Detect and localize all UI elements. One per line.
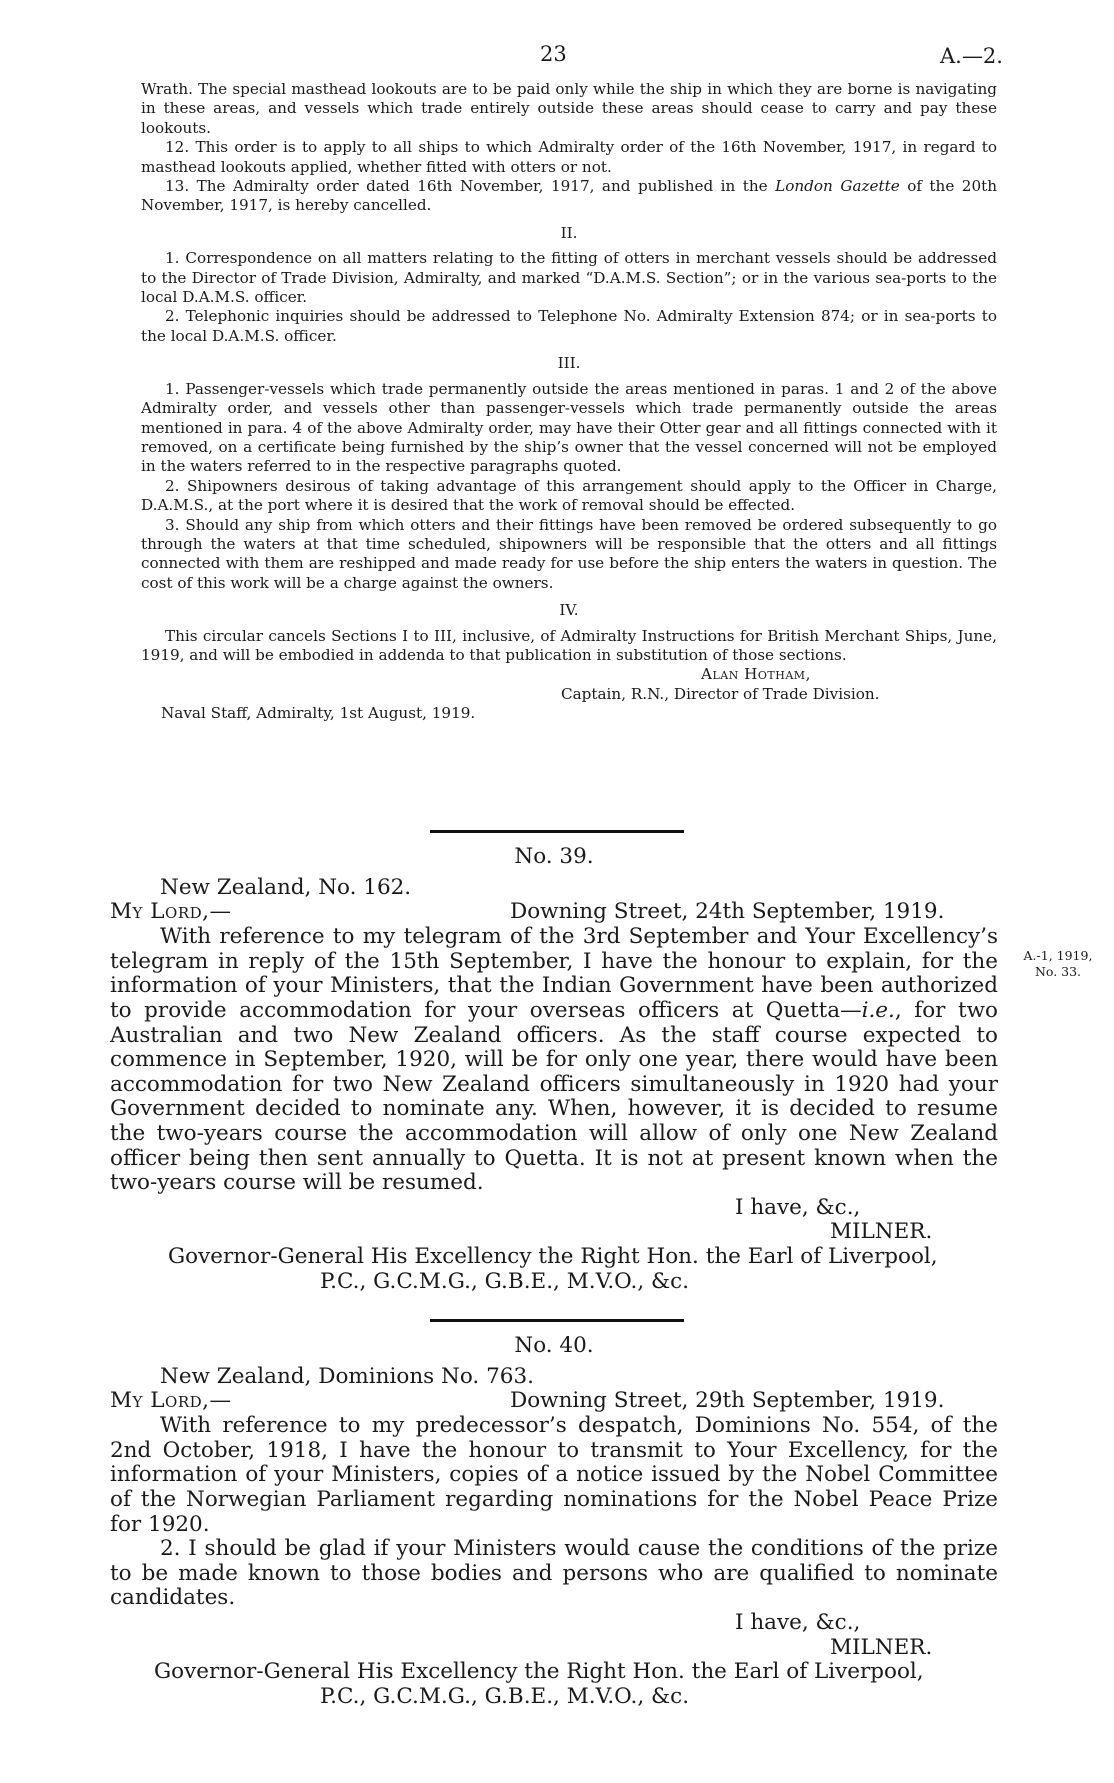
despatch-40-addressee-1: Governor-General His Excellency the Right Hon. the Earl of Liverpool, [154,1659,924,1685]
despatch-39-salutation: My Lord,— [110,899,232,925]
despatch-40-body-2: 2. I should be glad if your Ministers would cause the conditions of the prize to be made known to those bodies and persons who are qualified to nominate candidates. [110,1536,998,1611]
paragraph-13-text-a: 13. The Admiralty order dated 16th November, 1917, and published in the [165,177,768,196]
despatch-39-body-a: With reference to my telegram of the 3rd September and Your Excellency’s telegram in reply of the 15th September, I have the honour to explain, for the information of your Ministers, that the Indian Government have been authorized to provide accommodation for your overseas officers at Quetta— [110,924,998,1023]
paragraph-12: 12. This order is to apply to all ships to which Admiralty order of the 16th November, 1917, in regard to masthead lookouts applied, whether fitted with otters or not. [141,138,997,176]
london-gazette-title: London Gazette [775,177,900,196]
despatch-40-number: No. 40. [514,1333,594,1358]
section-heading-ii: II. [560,223,578,242]
section-iii-paragraph-2: 2. Shipowners desirous of taking advantage of this arrangement should apply to the Officer in Charge, D.A.M.S., at the port where it is desired that the work of removal should be effected. [141,476,997,515]
despatch-40-signer: MILNER. [830,1634,933,1660]
despatch-40-addressee-2: P.C., G.C.M.G., G.B.E., M.V.O., &c. [320,1683,690,1709]
signature-name: Alan Hotham, [701,665,811,684]
despatch-40-body-1: With reference to my predecessor’s despatch, Dominions No. 554, of the 2nd October, 1918, I have the honour to transmit to Your Excellency, for the information of your Ministers, copies of a notice issued by the Nobel Committee of the Norwegian Parliament regarding nominations for the Nobel Peace Prize for 1920. [110,1413,998,1537]
signature-title: Captain, R.N., Director of Trade Division. [561,684,880,703]
section-iii-paragraph-1: 1. Passenger-vessels which trade permanently outside the areas mentioned in paras. 1 and 2 of the above Admiralty order, and vessels other than passenger-vessels which trade permanently outside the areas mentioned in para. 4 of the above Admiralty order, may have their Otter gear and all fittings connected with it removed, on a certificate being furnished by the ship’s owner that the vessel concerned will not be employed in the waters referred to in the respective paragraphs quoted. [141,379,997,476]
despatch-40-reference: New Zealand, Dominions No. 763. [160,1363,534,1389]
despatch-39-closing: I have, &c., [735,1194,861,1220]
despatch-39-body-b: , for two Australian and two New Zealand officers. As the staff course expected to commence in September, 1920, will be for only one year, there would have been accommodation for two New Zealand officers simultaneously in 1920 had your Government decided to nominate any. When, however, it is decided to resume the two-years course the accommodation will allow of only one New Zealand officer being then sent annually to Quetta. It is not at present known when the two-years course will be resumed. [110,997,998,1196]
despatch-40-salutation: My Lord,— [110,1388,232,1414]
place-and-date: Naval Staff, Admiralty, 1st August, 1919. [161,704,476,723]
section-ii-paragraph-2: 2. Telephonic inquiries should be addressed to Telephone No. Admiralty Extension 874; or in sea-ports to the local D.A.M.S. officer. [141,307,997,345]
despatch-40-closing: I have, &c., [735,1609,861,1635]
despatch-39-number: No. 39. [514,844,594,869]
paragraph-wrath: Wrath. The special masthead lookouts are to be paid only while the ship in which they are borne is navigating in these areas, and vessels which trade entirely outside these areas should cease to carry and pay these lookouts. [141,80,997,137]
margin-note-line-2: No. 33. [1034,964,1082,979]
despatch-40 [110,1334,998,1709]
paragraph-13 [141,177,997,216]
section-iii-paragraph-3: 3. Should any ship from which otters and their fittings have been removed be ordered subsequently to go through the waters at that time scheduled, shipowners will be responsible that the otters and all fittings connected with them are reshipped and made ready for use before the ship enters the waters in question. The cost of this work will be a charge against the owners. [141,515,997,592]
despatch-39-salutation-line [110,900,998,925]
despatch-39-body-italic: i.e. [861,997,895,1023]
divider-rule-2 [430,1319,684,1322]
despatch-39-reference: New Zealand, No. 162. [160,874,412,900]
circular-continuation [141,80,997,724]
despatch-40-salutation-line [110,1389,998,1414]
section-heading-iv: IV. [559,601,579,620]
despatch-39 [110,845,998,1294]
despatch-39-address-date: Downing Street, 24th September, 1919. [510,899,945,925]
document-code: A.—2. [940,44,1003,68]
margin-note [1008,948,1108,980]
despatch-39-signer: MILNER. [830,1219,933,1245]
divider-rule-1 [430,830,684,833]
despatch-40-address-date: Downing Street, 29th September, 1919. [510,1388,945,1414]
despatch-39-addressee-2: P.C., G.C.M.G., G.B.E., M.V.O., &c. [320,1268,690,1294]
section-iv-paragraph-1: This circular cancels Sections I to III, inclusive, of Admiralty Instructions for British Merchant Ships, June, 1919, and will be embodied in addenda to that publication in substitution of those sections. [141,626,997,664]
section-ii-paragraph-1: 1. Correspondence on all matters relating to the fitting of otters in merchant vessels should be addressed to the Director of Trade Division, Admiralty, and marked “D.A.M.S. Section”; or in the various sea-ports to the local D.A.M.S. officer. [141,249,997,307]
paragraph-13-text-b: of the 20th November, 1917, is hereby cancelled. [141,177,998,215]
despatch-39-addressee-1: Governor-General His Excellency the Right Hon. the Earl of Liverpool, [168,1243,938,1269]
margin-note-line-1: A.-1, 1919, [1023,948,1093,963]
page-number: 23 [540,42,567,66]
despatch-39-body [110,925,998,1196]
section-heading-iii: III. [557,354,581,373]
